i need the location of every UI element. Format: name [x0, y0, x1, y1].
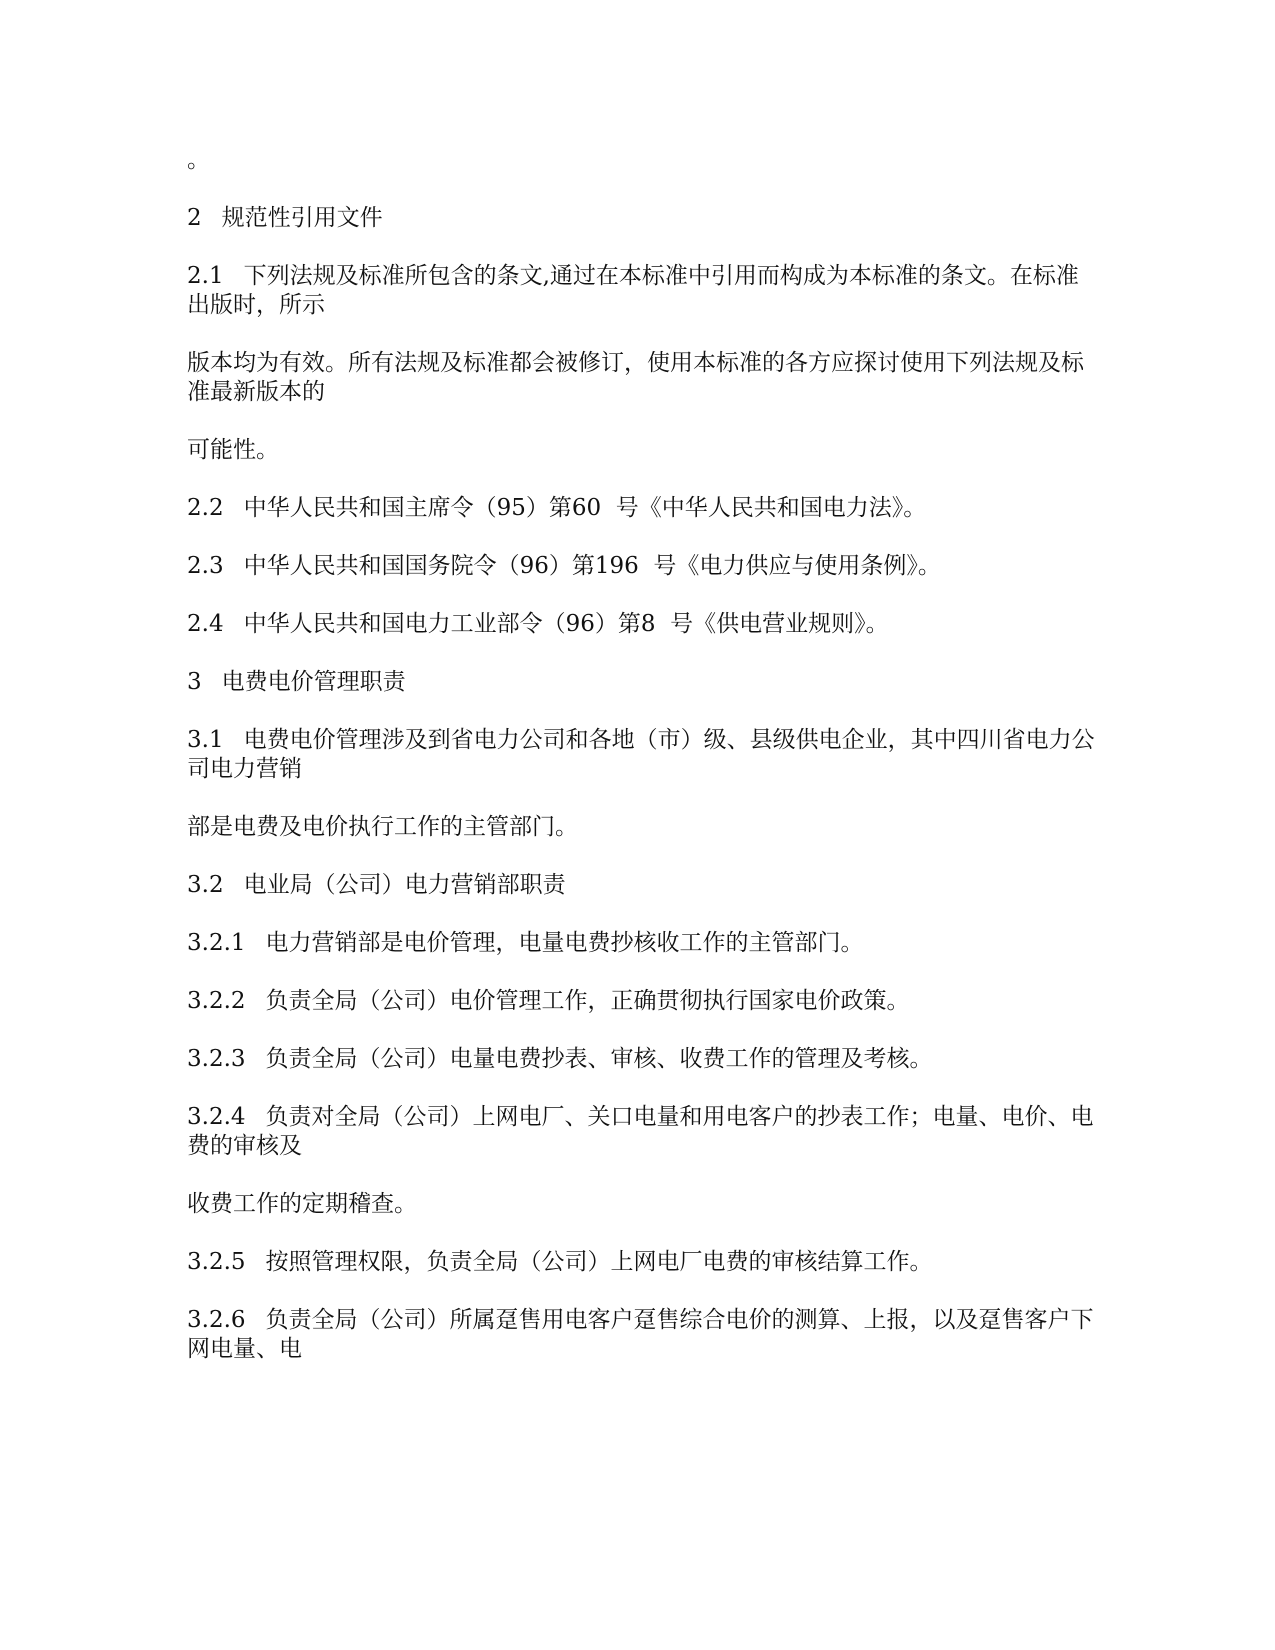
- clause-number: 3.2: [187, 872, 224, 898]
- paragraph: [187, 262, 1097, 320]
- paragraph: [187, 146, 1097, 175]
- paragraph: [187, 987, 1097, 1016]
- paragraph-text: 部是电费及电价执行工作的主管部门。: [187, 814, 578, 840]
- paragraph-text: 电业局（公司）电力营销部职责: [243, 872, 566, 898]
- document-body: [187, 146, 1097, 1393]
- paragraph: [187, 1248, 1097, 1277]
- paragraph-text: 按照管理权限，负责全局（公司）上网电厂电费的审核结算工作。: [265, 1249, 933, 1275]
- paragraph: [187, 436, 1097, 465]
- clause-number: 2.4: [187, 611, 224, 637]
- clause-number: 3: [187, 669, 202, 695]
- paragraph-text: 负责全局（公司）电量电费抄表、审核、收费工作的管理及考核。: [265, 1046, 933, 1072]
- paragraph-text: 版本均为有效。所有法规及标准都会被修订，使用本标准的各方应探讨使用下列法规及标准最新版本的: [187, 350, 1084, 405]
- paragraph: [187, 726, 1097, 784]
- paragraph: [187, 1306, 1097, 1364]
- paragraph-text: 负责对全局（公司）上网电厂、关口电量和用电客户的抄表工作；电量、电价、电费的审核及: [187, 1104, 1094, 1159]
- clause-number: 3.2.6: [187, 1307, 246, 1333]
- paragraph-text: 电费电价管理涉及到省电力公司和各地（市）级、县级供电企业，其中四川省电力公司电力营销: [187, 727, 1095, 782]
- paragraph-text: 收费工作的定期稽查。: [187, 1191, 417, 1217]
- clause-number: 3.2.3: [187, 1046, 246, 1072]
- paragraph: [187, 1045, 1097, 1074]
- paragraph: [187, 1103, 1097, 1161]
- paragraph-text: 规范性引用文件: [221, 205, 383, 231]
- paragraph-text: 电费电价管理职责: [221, 669, 406, 695]
- clause-number: 3.1: [187, 727, 224, 753]
- clause-number: 2.2: [187, 495, 224, 521]
- paragraph: [187, 929, 1097, 958]
- paragraph-text: 中华人民共和国国务院令（96）第196 号《电力供应与使用条例》。: [243, 553, 941, 579]
- section-heading: [187, 204, 1097, 233]
- paragraph: [187, 552, 1097, 581]
- clause-number: 2.1: [187, 263, 224, 289]
- clause-number: 3.2.4: [187, 1104, 246, 1130]
- paragraph: [187, 1190, 1097, 1219]
- clause-number: 2.3: [187, 553, 224, 579]
- paragraph: [187, 610, 1097, 639]
- paragraph: [187, 494, 1097, 523]
- clause-number: 3.2.1: [187, 930, 246, 956]
- paragraph-text: 负责全局（公司）所属趸售用电客户趸售综合电价的测算、上报，以及趸售客户下网电量、电: [187, 1307, 1094, 1362]
- paragraph-text: 下列法规及标准所包含的条文,通过在本标准中引用而构成为本标准的条文。在标准出版时，所示: [187, 263, 1079, 318]
- paragraph-text: 中华人民共和国主席令（95）第60 号《中华人民共和国电力法》。: [243, 495, 927, 521]
- paragraph: [187, 813, 1097, 842]
- paragraph-text: 中华人民共和国电力工业部令（96）第8 号《供电营业规则》。: [243, 611, 889, 637]
- paragraph-text: 。: [187, 147, 210, 173]
- clause-number: 3.2.2: [187, 988, 246, 1014]
- clause-number: 2: [187, 205, 202, 231]
- paragraph-text: 可能性。: [187, 437, 279, 463]
- paragraph: [187, 349, 1097, 407]
- paragraph-text: 电力营销部是电价管理，电量电费抄核收工作的主管部门。: [265, 930, 864, 956]
- clause-number: 3.2.5: [187, 1249, 246, 1275]
- paragraph-text: 负责全局（公司）电价管理工作，正确贯彻执行国家电价政策。: [265, 988, 910, 1014]
- section-heading: [187, 668, 1097, 697]
- paragraph: [187, 871, 1097, 900]
